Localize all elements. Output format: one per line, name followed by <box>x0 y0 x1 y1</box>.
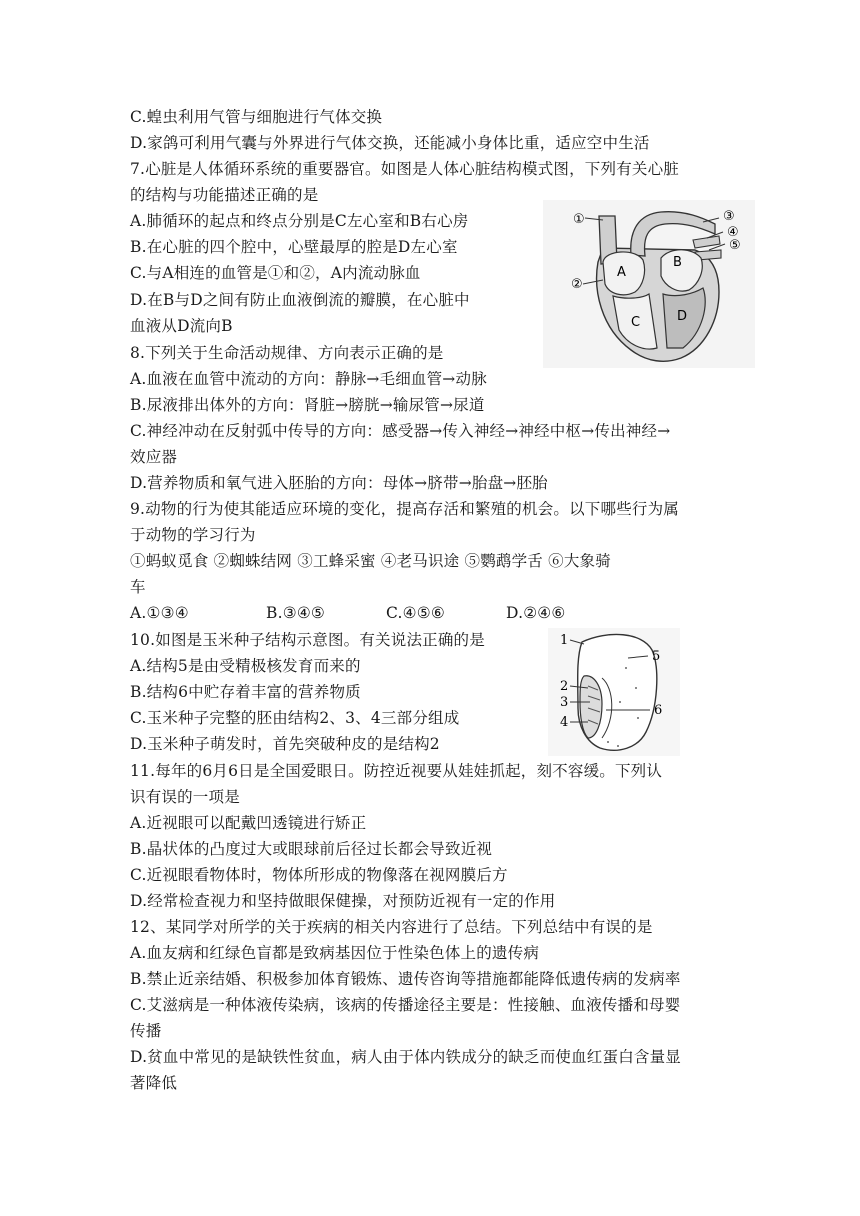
heart-diagram <box>543 200 755 368</box>
heart-drawing <box>543 200 755 368</box>
q11-stem-1: 11.每年的6月6日是全国爱眼日。防控近视要从娃娃抓起，刻不容缓。下列认 <box>130 762 663 780</box>
heart-label-5: ⑤ <box>729 238 741 253</box>
q9-option-d: D.②④⑥ <box>506 604 566 622</box>
q9-behaviors-1: ①蚂蚁觅食 ②蜘蛛结网 ③工蜂采蜜 ④老马识途 ⑤鹦鹉学舌 ⑥大象骑 <box>130 552 611 570</box>
seed-label-4: 4 <box>560 715 569 730</box>
q10-option-b: B.结构6中贮存着丰富的营养物质 <box>130 683 361 701</box>
q12-option-d-2: 著降低 <box>130 1074 178 1092</box>
heart-label-a: A <box>617 265 626 280</box>
q7-option-c: C.与A相连的血管是①和②，A内流动脉血 <box>130 264 421 282</box>
heart-label-2: ② <box>571 277 583 292</box>
heart-label-d: D <box>677 309 688 324</box>
q8-option-c-2: 效应器 <box>130 448 178 466</box>
seed-label-3: 3 <box>560 695 569 710</box>
q11-stem-2: 识有误的一项是 <box>130 788 240 806</box>
heart-label-4: ④ <box>727 225 739 240</box>
q7-stem-1: 7.心脏是人体循环系统的重要器官。如图是人体心脏结构模式图，下列有关心脏 <box>130 160 679 178</box>
q12-stem: 12、某同学对所学的关于疾病的相关内容进行了总结。下列总结中有误的是 <box>130 918 653 936</box>
q9-stem-2: 于动物的学习行为 <box>130 526 256 544</box>
q10-option-c: C.玉米种子完整的胚由结构2、3、4三部分组成 <box>130 709 460 727</box>
q11-option-c: C.近视眼看物体时，物体所形成的物像落在视网膜后方 <box>130 866 508 884</box>
q12-option-b: B.禁止近亲结婚、积极参加体育锻炼、遗传咨询等措施都能降低遗传病的发病率 <box>130 970 681 988</box>
q9-option-c: C.④⑤⑥ <box>386 604 445 622</box>
q12-option-c-1: C.艾滋病是一种体液传染病，该病的传播途径主要是：性接触、血液传播和母婴 <box>130 996 681 1014</box>
q7-option-d-1: D.在B与D之间有防止血液倒流的瓣膜，在心脏中 <box>130 291 470 309</box>
seed-label-5: 5 <box>652 649 661 664</box>
q9-options <box>130 603 566 623</box>
q11-option-d: D.经常检查视力和坚持做眼保健操，对预防近视有一定的作用 <box>130 892 556 910</box>
q9-behaviors-2: 车 <box>130 578 146 596</box>
q7-option-d-2: 血液从D流向B <box>130 317 233 335</box>
q6-option-d: D.家鸽可利用气囊与外界进行气体交换，还能减小身体比重，适应空中生活 <box>130 134 650 152</box>
q7-option-a: A.肺循环的起点和终点分别是C左心室和B右心房 <box>130 212 469 230</box>
q9-option-a: A.①③④ <box>130 604 189 622</box>
corn-seed-drawing <box>548 628 680 756</box>
heart-label-c: C <box>631 315 641 330</box>
q8-option-d: D.营养物质和氧气进入胚胎的方向：母体→脐带→胎盘→胚胎 <box>130 474 548 492</box>
seed-label-2: 2 <box>560 679 569 694</box>
q10-option-a: A.结构5是由受精极核发育而来的 <box>130 657 361 675</box>
q12-option-c-2: 传播 <box>130 1022 162 1040</box>
q12-option-a: A.血友病和红绿色盲都是致病基因位于性染色体上的遗传病 <box>130 944 540 962</box>
seed-label-6: 6 <box>654 703 663 718</box>
q8-option-c-1: C.神经冲动在反射弧中传导的方向：感受器→传入神经→神经中枢→传出神经→ <box>130 422 671 440</box>
q9-stem-1: 9.动物的行为使其能适应环境的变化，提高存活和繁殖的机会。以下哪些行为属 <box>130 500 679 518</box>
seed-label-1: 1 <box>560 633 569 648</box>
q6-option-c: C.蝗虫利用气管与细胞进行气体交换 <box>130 108 383 126</box>
q10-option-d: D.玉米种子萌发时，首先突破种皮的是结构2 <box>130 735 440 753</box>
corn-seed-diagram <box>548 628 680 756</box>
q7-stem-2: 的结构与功能描述正确的是 <box>130 186 319 204</box>
heart-label-1: ① <box>573 212 585 227</box>
q11-option-b: B.晶状体的凸度过大或眼球前后径过长都会导致近视 <box>130 840 493 858</box>
q8-option-b: B.尿液排出体外的方向：肾脏→膀胱→输尿管→尿道 <box>130 396 485 414</box>
q7-option-b: B.在心脏的四个腔中，心壁最厚的腔是D左心室 <box>130 238 458 256</box>
q9-option-b: B.③④⑤ <box>266 604 326 622</box>
q11-option-a: A.近视眼可以配戴凹透镜进行矫正 <box>130 814 367 832</box>
q10-stem: 10.如图是玉米种子结构示意图。有关说法正确的是 <box>130 631 485 649</box>
heart-label-3: ③ <box>723 209 735 224</box>
q8-stem: 8.下列关于生命活动规律、方向表示正确的是 <box>130 344 444 362</box>
q8-option-a: A.血液在血管中流动的方向：静脉→毛细血管→动脉 <box>130 370 487 388</box>
q12-option-d-1: D.贫血中常见的是缺铁性贫血，病人由于体内铁成分的缺乏而使血红蛋白含量显 <box>130 1048 682 1066</box>
heart-label-b: B <box>673 255 682 270</box>
